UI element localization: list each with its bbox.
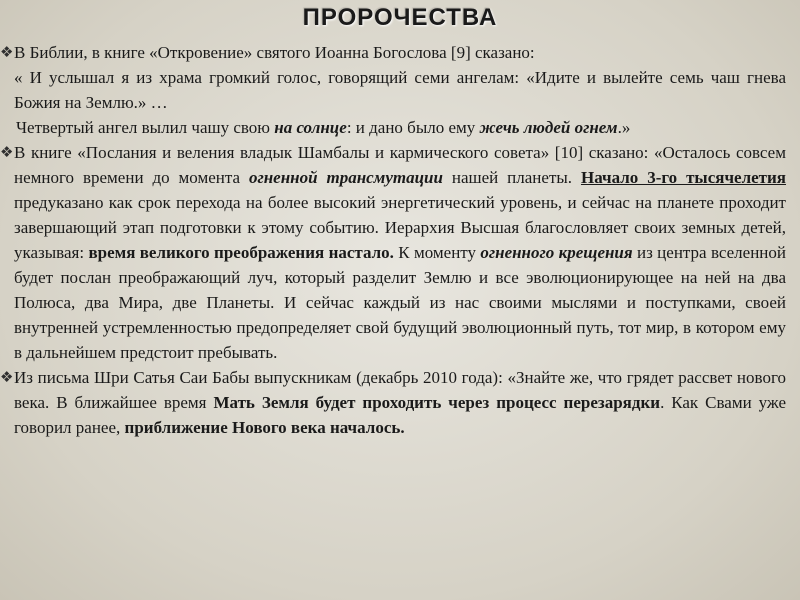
emphasis-third-millennium: Начало 3-го тысячелетия	[580, 168, 787, 187]
slide-title: ПРОРОЧЕСТВА	[302, 4, 498, 31]
emphasis-fire-baptism: огненного крещения	[480, 243, 633, 262]
paragraph-text: « И услышал я из храма громкий голос, говорящий семи ангелам: «Идите и вылейте семь чаш гнева Божия на Землю.» …	[14, 68, 786, 112]
paragraph-sai-baba	[0, 365, 786, 440]
text-segment: .»	[617, 118, 631, 137]
diamond-bullet-icon: ❖	[0, 143, 14, 161]
text-segment: Из письма Шри Сатья Саи Бабы выпускникам (декабрь 2010 года): «Знайте же, что грядет рассвет нового века. В ближайшее время	[14, 368, 786, 412]
emphasis-sun: на солнце	[274, 118, 347, 137]
text-segment: предуказано как срок перехода на более высокий энергетический уровень, и сейчас на планете проходит завершающий этап подготовки к этому событию. Иерархия Высшая благословляет своих земных детей, указывая:	[14, 193, 786, 262]
text-segment: . Как Свами уже говорил ранее,	[14, 393, 786, 437]
paragraph-bible-quote	[0, 65, 786, 115]
emphasis-burn-people: жечь людей огнем	[479, 118, 618, 137]
emphasis-fire-transmutation: огненной трансмутации	[248, 168, 443, 187]
emphasis-mother-earth: Мать Земля будет проходить через процесс перезарядки	[213, 393, 661, 412]
text-segment: из центра вселенной будет послан преображающий луч, который разделит Землю и все эволюционирующее на ней на два Полюса, два Мира, две Планеты. И сейчас каждый из нас своими мыслями и поступками, своей внутренней устремленностью предопределяет свой будущий эволюционный путь, тот мир, в котором ему в дальнейшем предстоит пребывать.	[14, 243, 787, 362]
diamond-bullet-icon: ❖	[0, 368, 14, 386]
paragraph-fourth-angel	[0, 115, 786, 140]
emphasis-great-transformation: время великого преображения настало.	[88, 243, 394, 262]
diamond-bullet-icon: ❖	[0, 43, 14, 61]
text-segment: Четвертый ангел вылил чашу свою	[16, 118, 275, 137]
paragraph-shambhala	[0, 140, 786, 365]
paragraph-text: В Библии, в книге «Откровение» святого Иоанна Богослова [9] сказано:	[14, 43, 535, 62]
text-segment: : и дано было ему	[346, 118, 480, 137]
text-segment: нашей планеты.	[442, 168, 581, 187]
text-segment: В книге «Послания и веления владык Шамбалы и кармического совета» [10] сказано: «Осталось совсем немного времени до момента	[14, 143, 786, 187]
emphasis-new-age: приближение Нового века началось.	[124, 418, 405, 437]
text-segment: К моменту	[393, 243, 481, 262]
slide-content	[0, 40, 786, 440]
paragraph-bible-intro	[0, 40, 786, 65]
